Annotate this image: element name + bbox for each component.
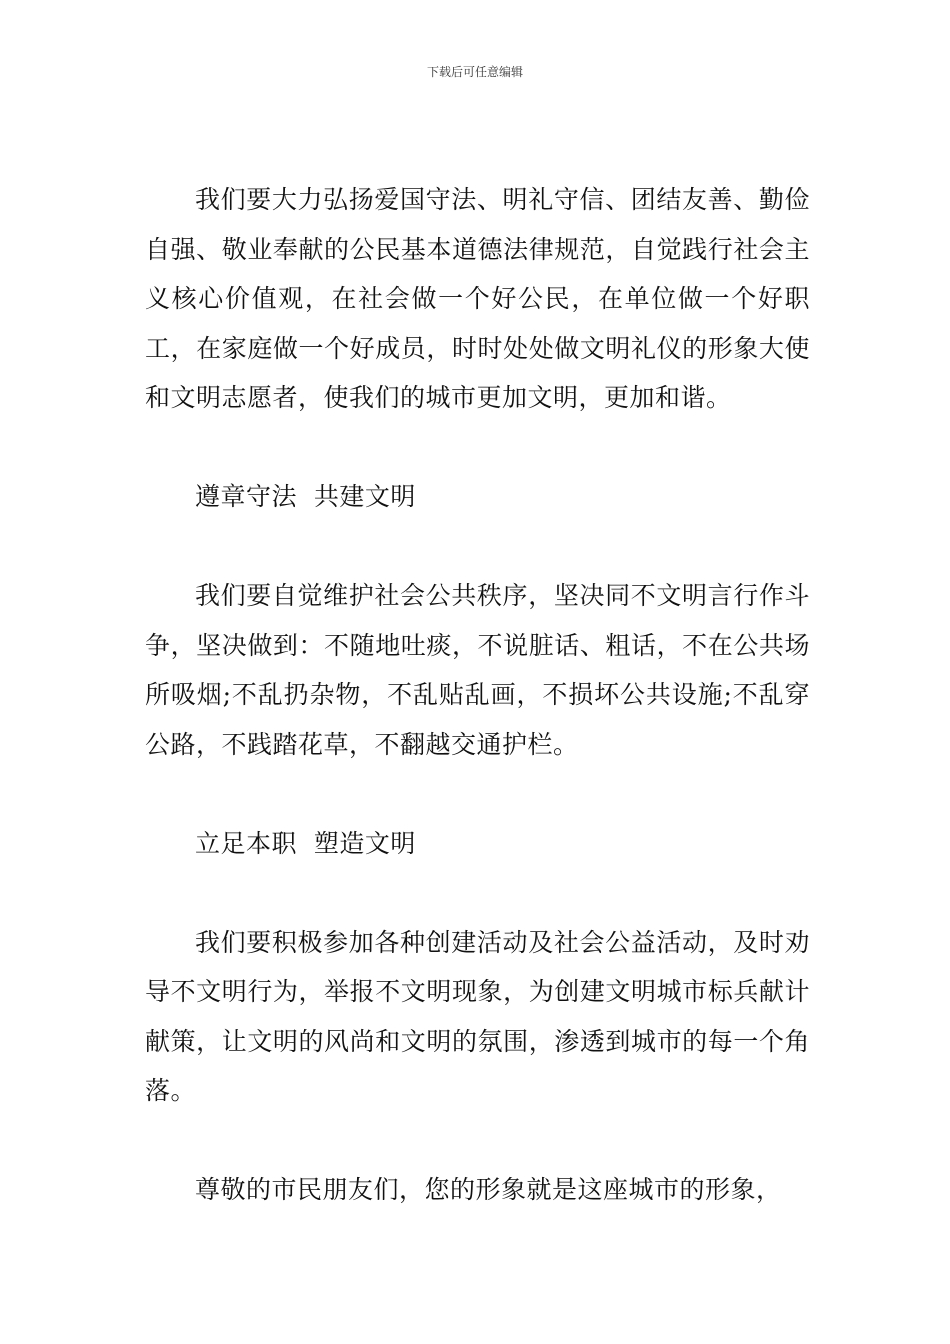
paragraph-spacer xyxy=(145,1116,810,1166)
section-heading-build-civility: 立足本职 塑造文明 xyxy=(195,828,416,858)
paragraph-spacer xyxy=(145,868,810,918)
section-heading-obey-law: 遵章守法 共建文明 xyxy=(195,482,416,511)
paragraph-public-order: 我们要自觉维护社会公共秩序，坚决同不文明言行作斗争，坚决做到：不随地吐痰，不说脏话、粗话，不在公共场所吸烟;不乱扔杂物，不乱贴乱画，不损坏公共设施;不乱穿公路，不践踏花草，不翻越交通护栏。 xyxy=(145,581,810,759)
document-body xyxy=(145,175,810,1215)
paragraph-spacer xyxy=(145,769,810,819)
page-header-note: 下载后可任意编辑 xyxy=(426,65,523,79)
paragraph-public-activities: 我们要积极参加各种创建活动及社会公益活动，及时劝导不文明行为，举报不文明现象，为创建文明城市标兵献计献策，让文明的风尚和文明的氛围，渗透到城市的每一个角落。 xyxy=(145,927,810,1105)
paragraph-spacer xyxy=(145,423,810,473)
paragraph-civic-virtues: 我们要大力弘扬爱国守法、明礼守信、团结友善、勤俭自强、敬业奉献的公民基本道德法律规范，自觉践行社会主义核心价值观，在社会做一个好公民，在单位做一个好职工，在家庭做一个好成员，时时处处做文明礼仪的形象大使和文明志愿者，使我们的城市更加文明，更加和谐。 xyxy=(145,185,810,412)
paragraph-closing-address: 尊敬的市民朋友们，您的形象就是这座城市的形象， xyxy=(195,1175,782,1204)
paragraph-spacer xyxy=(145,522,810,572)
